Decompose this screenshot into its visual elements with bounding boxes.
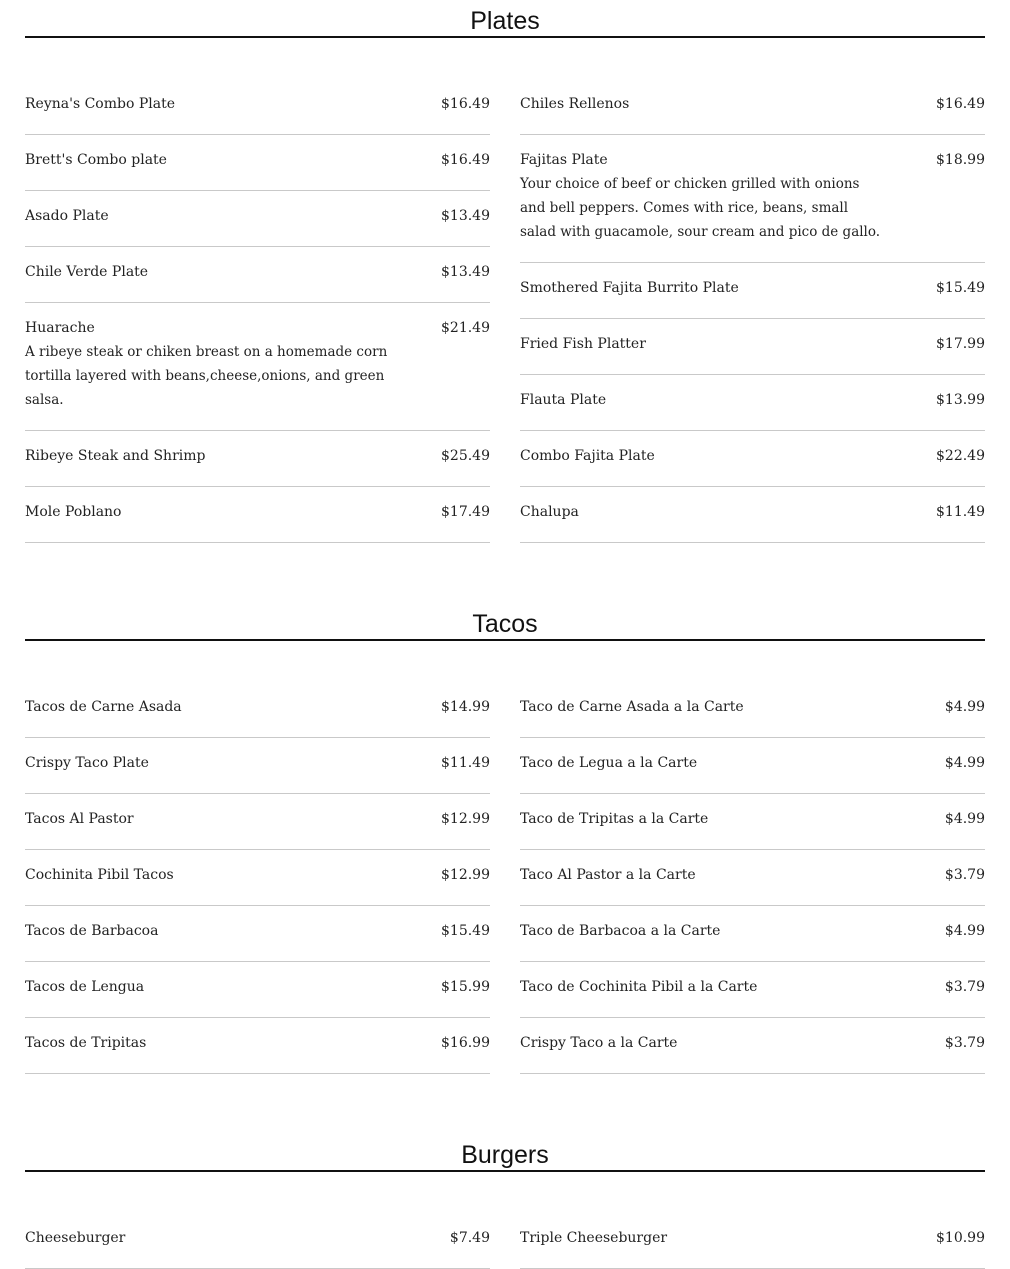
menu-item-row (520, 500, 985, 524)
menu-item (520, 1213, 985, 1269)
menu-item (25, 487, 490, 543)
menu-item-row (25, 500, 490, 524)
menu-item-row (520, 444, 985, 468)
menu-item-name: Taco Al Pastor a la Carte (520, 867, 696, 883)
menu-item-description: Your choice of beef or chicken grilled with onions and bell peppers. Comes with rice, beans, small salad with guacamole, sour cream and pico de gallo. (520, 176, 881, 240)
menu-item-row (520, 92, 985, 116)
menu-item (520, 487, 985, 543)
menu-item (25, 79, 490, 135)
section-tacos (25, 603, 985, 1074)
menu-item-name: Chalupa (520, 504, 579, 520)
menu-item (25, 850, 490, 906)
menu-item (25, 303, 490, 431)
menu-item-price: $16.49 (441, 152, 490, 168)
menu-item-price: $15.49 (441, 923, 490, 939)
section-title (25, 1134, 985, 1172)
menu-item-name: Tacos de Lengua (25, 979, 145, 995)
menu-item-name: Tacos Al Pastor (25, 811, 134, 827)
menu-item-name: Flauta Plate (520, 392, 607, 408)
menu-item (25, 135, 490, 191)
menu-item-price: $4.99 (944, 923, 985, 939)
menu-item (25, 191, 490, 247)
menu-item-name: Ribeye Steak and Shrimp (25, 448, 206, 464)
menu-item-price: $17.99 (936, 336, 985, 352)
menu-item (520, 682, 985, 738)
menu-item (25, 906, 490, 962)
menu-item (25, 962, 490, 1018)
menu-item-row (25, 919, 490, 943)
menu-item-row (520, 695, 985, 719)
menu-item-description: A ribeye steak or chiken breast on a homemade corn tortilla layered with beans,cheese,onions, and green salsa. (25, 344, 388, 408)
menu-item-row (520, 919, 985, 943)
menu-item (520, 79, 985, 135)
menu-column-right (520, 682, 985, 1074)
menu-item (520, 431, 985, 487)
menu-item-price: $16.49 (441, 96, 490, 112)
menu-item-row (25, 695, 490, 719)
section-title-text: Burgers (461, 1141, 549, 1169)
menu-item-row (25, 863, 490, 887)
menu-column-left (25, 79, 490, 543)
menu-item-name: Taco de Legua a la Carte (520, 755, 698, 771)
menu-item-row (25, 444, 490, 468)
menu-item-price: $12.99 (441, 867, 490, 883)
menu-item-row (520, 332, 985, 356)
menu-item-row (25, 807, 490, 831)
menu-item-name: Taco de Tripitas a la Carte (520, 811, 709, 827)
menu-item-price: $14.99 (441, 699, 490, 715)
menu-item (520, 850, 985, 906)
menu-item-row (25, 204, 490, 228)
menu-item-price: $4.99 (944, 699, 985, 715)
menu-item (25, 794, 490, 850)
menu-item-name: Smothered Fajita Burrito Plate (520, 280, 739, 296)
section-title-text: Tacos (472, 610, 538, 638)
menu-item-price: $21.49 (441, 320, 490, 336)
menu-item-price: $16.49 (936, 96, 985, 112)
menu-item-price: $22.49 (936, 448, 985, 464)
menu-item-name: Combo Fajita Plate (520, 448, 655, 464)
menu-item-name: Cochinita Pibil Tacos (25, 867, 174, 883)
menu-item-row (25, 92, 490, 116)
menu-item (520, 319, 985, 375)
menu-item-row (520, 751, 985, 775)
menu-column-left (25, 1213, 490, 1269)
section-plates (25, 0, 985, 543)
menu-item (520, 906, 985, 962)
menu-item-name: Tacos de Carne Asada (25, 699, 182, 715)
menu-item-price: $7.49 (449, 1230, 490, 1246)
menu-item (520, 375, 985, 431)
menu-item-price: $13.49 (441, 264, 490, 280)
menu-item-price: $4.99 (944, 811, 985, 827)
menu-item (25, 738, 490, 794)
menu-item-price: $16.99 (441, 1035, 490, 1051)
menu-item (25, 1018, 490, 1074)
menu-item-name: Reyna's Combo Plate (25, 96, 175, 112)
menu-item-name: Crispy Taco Plate (25, 755, 149, 771)
menu-column-right (520, 1213, 985, 1269)
menu-item-price: $17.49 (441, 504, 490, 520)
menu-item (520, 263, 985, 319)
menu-item-name: Asado Plate (25, 208, 109, 224)
menu-item-row (520, 148, 985, 172)
menu-item (520, 738, 985, 794)
menu-item-price: $12.99 (441, 811, 490, 827)
menu-item-price: $18.99 (936, 152, 985, 168)
menu-grid (25, 79, 985, 543)
menu-item-name: Chiles Rellenos (520, 96, 630, 112)
menu-column-right (520, 79, 985, 543)
menu-item-name: Crispy Taco a la Carte (520, 1035, 678, 1051)
menu-page (25, 0, 985, 1269)
menu-item-price: $11.49 (936, 504, 985, 520)
menu-item-name: Tacos de Tripitas (25, 1035, 147, 1051)
menu-column-left (25, 682, 490, 1074)
menu-item-name: Mole Poblano (25, 504, 122, 520)
menu-grid (25, 682, 985, 1074)
menu-item-row (25, 1031, 490, 1055)
section-title (25, 0, 985, 38)
menu-item-row (25, 260, 490, 284)
menu-item-row (520, 975, 985, 999)
menu-item (25, 1213, 490, 1269)
menu-item-name: Huarache (25, 320, 95, 336)
menu-item-name: Cheeseburger (25, 1230, 126, 1246)
menu-item-name: Tacos de Barbacoa (25, 923, 159, 939)
section-title-text: Plates (470, 7, 540, 35)
menu-item (520, 1018, 985, 1074)
menu-item-price: $15.99 (441, 979, 490, 995)
menu-item-row (25, 751, 490, 775)
menu-item-row (25, 1226, 490, 1250)
menu-item-name: Fajitas Plate (520, 152, 608, 168)
menu-item-name: Taco de Cochinita Pibil a la Carte (520, 979, 758, 995)
menu-item-row (25, 316, 490, 340)
menu-item-price: $13.99 (936, 392, 985, 408)
menu-item-name: Taco de Barbacoa a la Carte (520, 923, 721, 939)
menu-item (25, 431, 490, 487)
section-burgers (25, 1134, 985, 1269)
menu-item-row (520, 807, 985, 831)
menu-item-row (520, 388, 985, 412)
menu-item (520, 135, 985, 263)
menu-item-name: Brett's Combo plate (25, 152, 167, 168)
menu-item-name: Triple Cheeseburger (520, 1230, 668, 1246)
menu-item (520, 794, 985, 850)
menu-item-price: $3.79 (944, 1035, 985, 1051)
menu-item-price: $13.49 (441, 208, 490, 224)
menu-item-row (25, 975, 490, 999)
menu-item-row (25, 148, 490, 172)
menu-item-row (520, 1031, 985, 1055)
menu-item (25, 247, 490, 303)
menu-item-price: $11.49 (441, 755, 490, 771)
menu-item-price: $10.99 (936, 1230, 985, 1246)
menu-item-row (520, 276, 985, 300)
menu-item-name: Fried Fish Platter (520, 336, 646, 352)
menu-item-name: Taco de Carne Asada a la Carte (520, 699, 744, 715)
section-title (25, 603, 985, 641)
menu-item-price: $4.99 (944, 755, 985, 771)
menu-item-name: Chile Verde Plate (25, 264, 149, 280)
menu-item-price: $3.79 (944, 979, 985, 995)
menu-item (25, 682, 490, 738)
menu-item-price: $15.49 (936, 280, 985, 296)
menu-item-row (520, 1226, 985, 1250)
menu-item (520, 962, 985, 1018)
menu-item-price: $3.79 (944, 867, 985, 883)
menu-grid (25, 1213, 985, 1269)
menu-item-row (520, 863, 985, 887)
menu-item-price: $25.49 (441, 448, 490, 464)
